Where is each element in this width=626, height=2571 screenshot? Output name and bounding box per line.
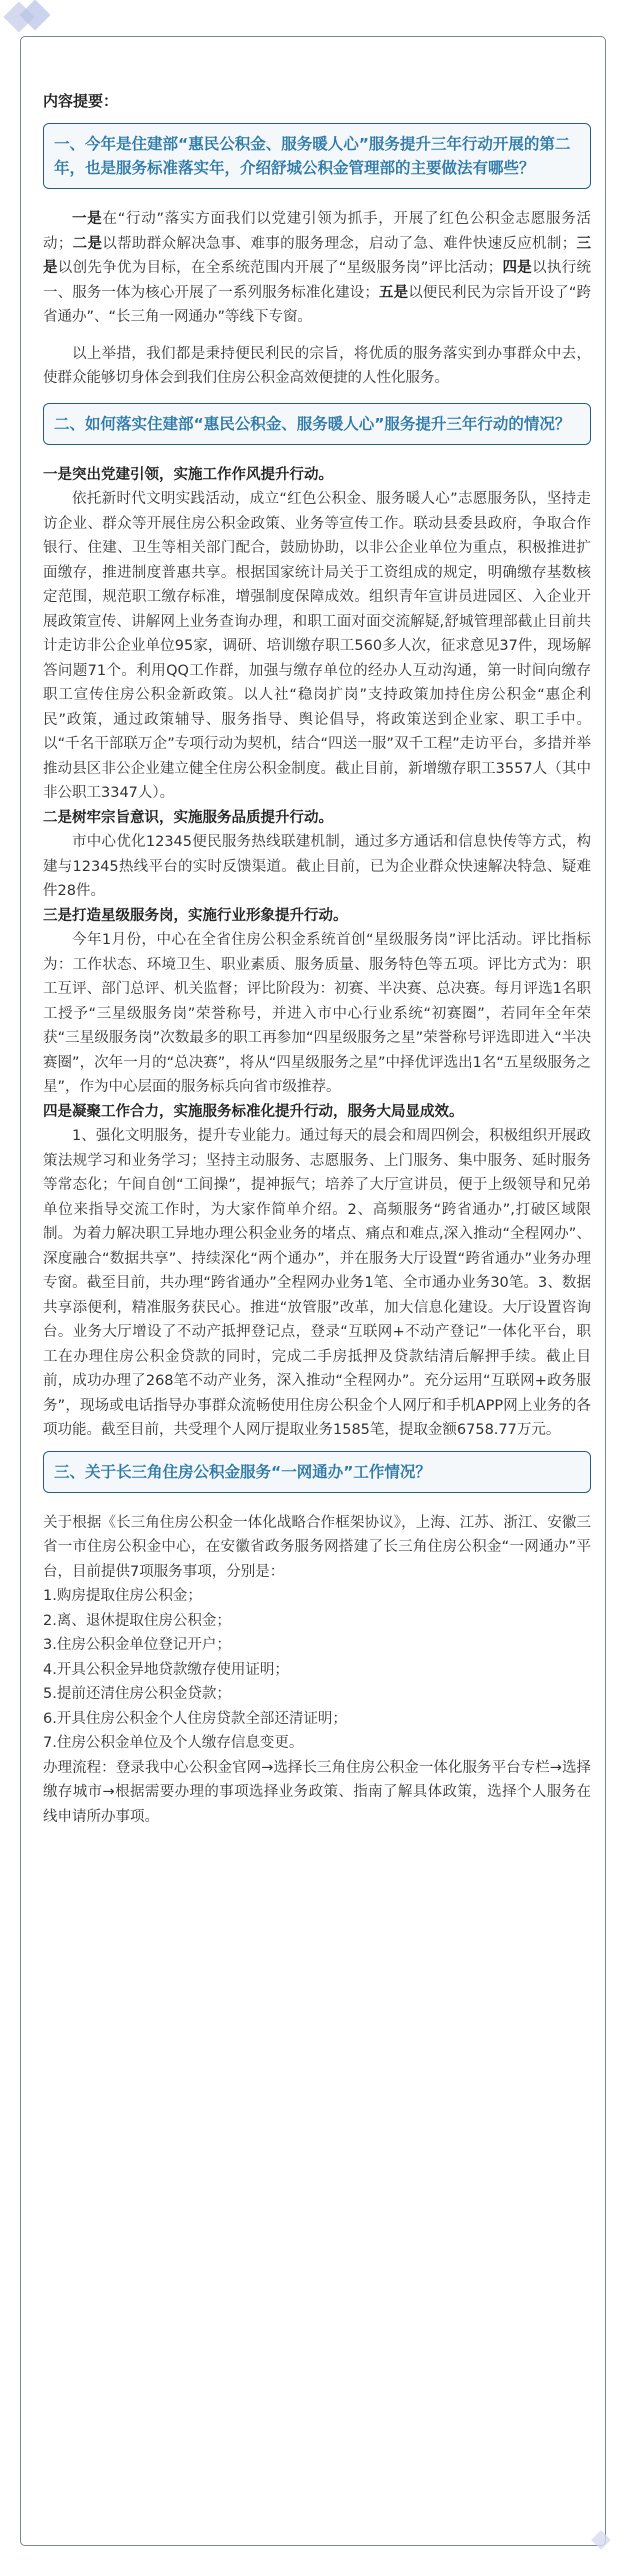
list-item: 7.住房公积金单位及个人缴存信息变更。 [43, 1735, 304, 1751]
question-box-2: 二、如何落实住建部“惠民公积金、服务暖人心”服务提升三年行动的情况？ [43, 403, 591, 445]
section2-heading-3: 三是打造星级服务岗，实施行业形象提升行动。 [43, 907, 348, 924]
section3-intro: 关于根据《长三角住房公积金一体化战略合作框架协议》，上海、江苏、浙江、安徽三省一市住房公积金中心，在安徽省政务服务网搭建了长三角住房公积金“一网通办”平台，目前提供7项服务事项，分别是： [43, 1514, 591, 1580]
section1-paragraph-1: 一是在“行动”落实方面我们以党建引领为抓手，开展了红色公积金志愿服务活动；二是以帮助群众解决急事、难事的服务理念，启动了急、难件快速反应机制；三是以创先争优为目标，在全系统范围内开展了“星级服务岗”评比活动；四是以执行统一、服务一体为核心开展了一系列服务标准化建设；五是以便民利民为宗旨开设了“跨省通办”、“长三角一网通办”等线下专窗。 [43, 211, 592, 325]
content-frame [20, 36, 606, 2546]
section1-paragraph-2: 以上举措，我们都是秉持便民利民的宗旨，将优质的服务落实到办事群众中去，使群众能够切身体会到我们住房公积金高效便捷的人性化服务。 [43, 345, 591, 386]
list-item: 2.离、退休提取住房公积金； [43, 1612, 231, 1629]
question-box-1: 一、今年是住建部“惠民公积金、服务暖人心”服务提升三年行动开展的第二年，也是服务标准落实年，介绍舒城公积金管理部的主要做法有哪些？ [43, 123, 591, 189]
section2-paragraph-4: 1、强化文明服务，提升专业能力。通过每天的晨会和周四例会，积极组织开展政策法规学习和业务学习；坚持主动服务、志愿服务、上门服务、集中服务、延时服务等常态化；午间自创“工间操”，提神振气；培养了大厅宣讲员，便于上级领导和兄弟单位来指导交流工作时，为大家作简单介绍。2、高频服务“跨省通办”,打破区域限制。为着力解决职工异地办理公积金业务的堵点、痛点和难点,深入推动“全程网办”、深度融合“数据共享”、持续深化“两个通办”，并在服务大厅设置“跨省通办”业务办理专窗。截至目前，共办理“跨省通办”全程网办业务1笔、全市通办业务30笔。3、数据共享添便利，精准服务获民心。推进“放管服”改革，加大信息化建设。大厅设置咨询台。业务大厅增设了不动产抵押登记点，登录“互联网+不动产登记”一体化平台，职工在办理住房公积金贷款的同时，完成二手房抵押及贷款结清后解押手续。截止目前，成功办理了268笔不动产业务，深入推动“全程网办”。充分运用“互联网+政务服务”，现场或电话指导办事群众流畅使用住房公积金个人网厅和手机APP网上业务的各项功能。截至目前，共受理个人网厅提取业务1585笔，提取金额6758.77万元。 [43, 1128, 591, 1438]
section2-paragraph-2: 市中心优化12345便民服务热线联建机制，通过多方通话和信息快传等方式，构建与12345热线平台的实时反馈渠道。截止目前，已为企业群众快速解决特急、疑难件28件。 [43, 834, 591, 899]
list-item: 6.开具住房公积金个人住房贷款全部还清证明； [43, 1710, 347, 1727]
section3-process: 办理流程：登录我中心公积金官网→选择长三角住房公积金一体化服务平台专栏→选择缴存城市→根据需要办理的事项选择业务政策、指南了解具体政策，选择个人服务在线申请所办事项。 [43, 1759, 591, 1825]
question-box-3: 三、关于长三角住房公积金服务“一网通办”工作情况？ [43, 1451, 591, 1493]
list-item: 5.提前还清住房公积金贷款； [43, 1686, 231, 1702]
service-item-list [43, 1584, 591, 1756]
section2-heading-2: 二是树牢宗旨意识，实施服务品质提升行动。 [43, 809, 333, 826]
section2-heading-4: 四是凝聚工作合力，实施服务标准化提升行动，服务大局显成效。 [43, 1103, 464, 1120]
list-item: 1.购房提取住房公积金； [43, 1588, 202, 1604]
section2-paragraph-3: 今年1月份，中心在全省住房公积金系统首创“星级服务岗”评比活动。评比指标为：工作状态、环境卫生、职业素质、服务质量、服务特色等五项。评比方式为：职工互评、部门总评、机关监督；评比阶段为：初赛、半决赛、总决赛。每月评选1名职工授予“三星级服务岗”荣誉称号，并进入市中心行业系统“初赛圈”，若同年全年荣获“三星级服务岗”次数最多的职工再参加“四星级服务之星”荣誉称号评选即进入“半决赛圈”，次年一月的“总决赛”，将从“四星级服务之星”中择优评选出1名“五星级服务之星”，作为中心层面的服务标兵向省市级推荐。 [43, 932, 591, 1095]
section2-heading-1: 一是突出党建引领，实施工作作风提升行动。 [43, 466, 333, 483]
summary-label: 内容提要： [43, 92, 119, 110]
corner-decoration-icon [588, 2527, 618, 2557]
list-item: 3.住房公积金单位登记开户； [43, 1637, 231, 1653]
list-item: 4.开具公积金异地贷款缴存使用证明； [43, 1661, 289, 1678]
section2-paragraph-1: 依托新时代文明实践活动，成立“红色公积金、服务暖人心”志愿服务队，坚持走访企业、群众等开展住房公积金政策、业务等宣传工作。联动县委县政府，争取合作银行、住建、卫生等相关部门配合，鼓励协助，以非公企业单位为重点，积极推进扩面缴存，推进制度普惠共享。根据国家统计局关于工资组成的规定，明确缴存基数核定范围，规范职工缴存标准，增强制度保障成效。组织青年宣讲员进园区、入企业开展政策宣传、讲解网上业务查询办理，和职工面对面交流解疑,舒城管理部截止目前共计走访非公企业单位95家，调研、培训缴存职工560多人次，征求意见37件，现场解答问题71个。利用QQ工作群，加强与缴存单位的经办人互动沟通，第一时间向缴存职工宣传住房公积金新政策。以人社“稳岗扩岗”支持政策加持住房公积金“惠企利民”政策，通过政策辅导、服务指导、舆论倡导，将政策送到企业家、职工手中。以“千名干部联万企”专项行动为契机，结合“四送一服”双千工程”走访平台，多措并举推动县区非公企业建立健全住房公积金制度。截止目前，新增缴存职工3557人（其中非公职工3347人）。 [43, 491, 591, 801]
